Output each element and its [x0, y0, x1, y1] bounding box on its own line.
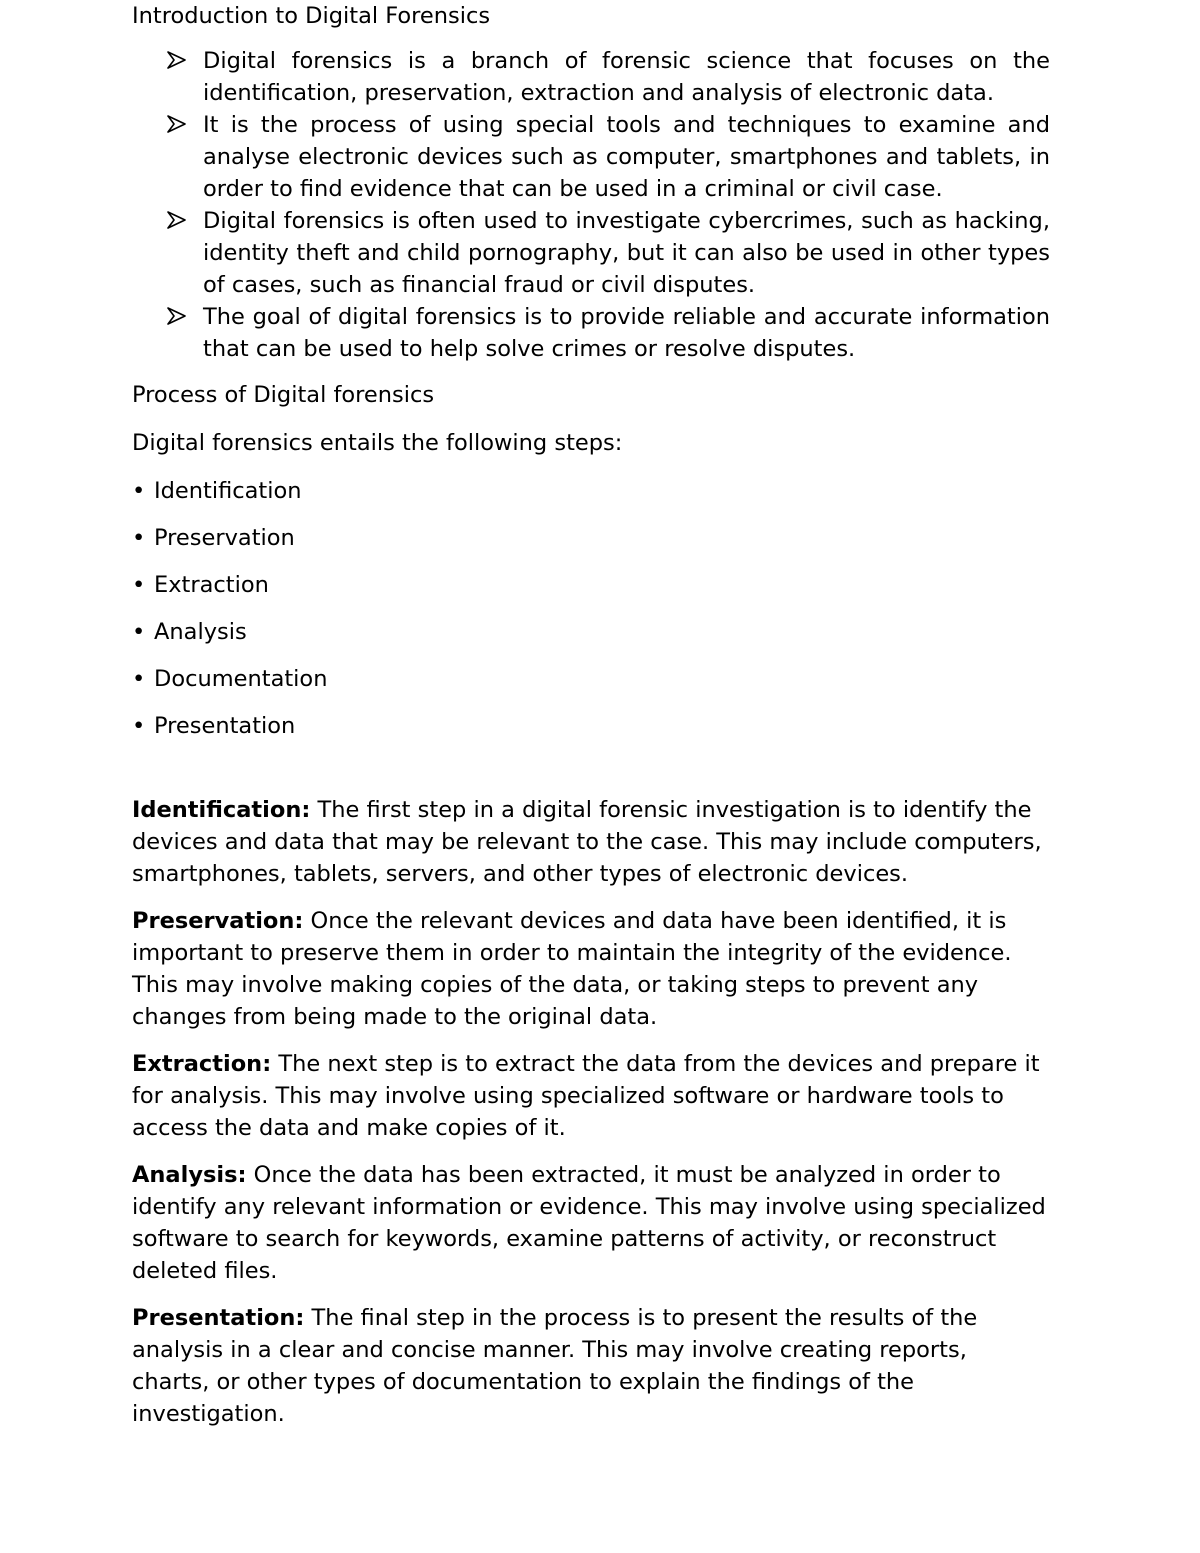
bullet-dot-icon: •	[132, 713, 146, 739]
step-term: Identification:	[132, 797, 311, 823]
process-intro: Digital forensics entails the following steps:	[132, 430, 623, 456]
arrow-bullet-icon	[167, 51, 186, 69]
step-term: Analysis:	[132, 1162, 247, 1188]
step-term: Extraction:	[132, 1051, 272, 1077]
step-term: Preservation:	[132, 908, 304, 934]
arrow-bullet-icon	[167, 307, 186, 325]
intro-bullet-text: Digital forensics is often used to investigate cybercrimes, such as hacking, identity theft and child pornography, but it can also be used in other types of cases, such as financial fraud or civil disputes.	[203, 208, 1050, 298]
intro-bullet-text: The goal of digital forensics is to provide reliable and accurate information that can be used to help solve crimes or resolve disputes.	[203, 304, 1050, 362]
step-item	[132, 569, 1050, 601]
step-description-text: Once the relevant devices and data have been identified, it is important to preserve them in order to maintain the integrity of the evidence. This may involve making copies of the data, or taking steps to prevent any changes from being made to the original data.	[132, 908, 1012, 1030]
intro-bullet-item	[203, 45, 1050, 109]
step-label: Presentation	[154, 713, 296, 739]
arrow-bullet-icon	[167, 115, 186, 133]
bullet-dot-icon: •	[132, 666, 146, 692]
step-label: Analysis	[154, 619, 247, 645]
step-label: Extraction	[154, 572, 269, 598]
intro-bullet-list	[132, 45, 1050, 365]
step-label: Documentation	[154, 666, 328, 692]
step-item	[132, 616, 1050, 648]
step-label: Preservation	[154, 525, 295, 551]
step-list	[132, 475, 1050, 742]
intro-bullet-item	[203, 205, 1050, 301]
bullet-dot-icon: •	[132, 478, 146, 504]
step-label: Identification	[154, 478, 302, 504]
step-description-preservation	[132, 905, 1050, 1033]
step-item	[132, 663, 1050, 695]
step-item	[132, 710, 1050, 742]
step-term: Presentation:	[132, 1305, 305, 1331]
bullet-dot-icon: •	[132, 525, 146, 551]
step-item	[132, 522, 1050, 554]
intro-heading: Introduction to Digital Forensics	[132, 3, 491, 29]
document-content	[132, 0, 1050, 1445]
step-description-presentation	[132, 1302, 1050, 1430]
step-description-identification	[132, 794, 1050, 890]
step-description-text: Once the data has been extracted, it must be analyzed in order to identify any relevant information or evidence. This may involve using specialized software to search for keywords, examine patterns of activity, or reconstruct deleted files.	[132, 1162, 1046, 1284]
arrow-bullet-icon	[167, 211, 186, 229]
step-description-analysis	[132, 1159, 1050, 1287]
bullet-dot-icon: •	[132, 572, 146, 598]
step-description-text: The first step in a digital forensic investigation is to identify the devices and data that may be relevant to the case. This may include computers, smartphones, tablets, servers, and other types of electronic devices.	[132, 797, 1042, 887]
intro-bullet-text: It is the process of using special tools and techniques to examine and analyse electronic devices such as computer, smartphones and tablets, in order to find evidence that can be used in a criminal or civil case.	[203, 112, 1050, 202]
intro-bullet-item	[203, 109, 1050, 205]
intro-bullet-item	[203, 301, 1050, 365]
step-description-text: The final step in the process is to present the results of the analysis in a clear and concise manner. This may involve creating reports, charts, or other types of documentation to explain the findings of the investigation.	[132, 1305, 978, 1427]
bullet-dot-icon: •	[132, 619, 146, 645]
step-item	[132, 475, 1050, 507]
intro-bullet-text: Digital forensics is a branch of forensic science that focuses on the identification, preservation, extraction and analysis of electronic data.	[203, 48, 1050, 106]
step-description-extraction	[132, 1048, 1050, 1144]
step-description-text: The next step is to extract the data from the devices and prepare it for analysis. This may involve using specialized software or hardware tools to access the data and make copies of it.	[132, 1051, 1040, 1141]
process-heading: Process of Digital forensics	[132, 382, 435, 408]
